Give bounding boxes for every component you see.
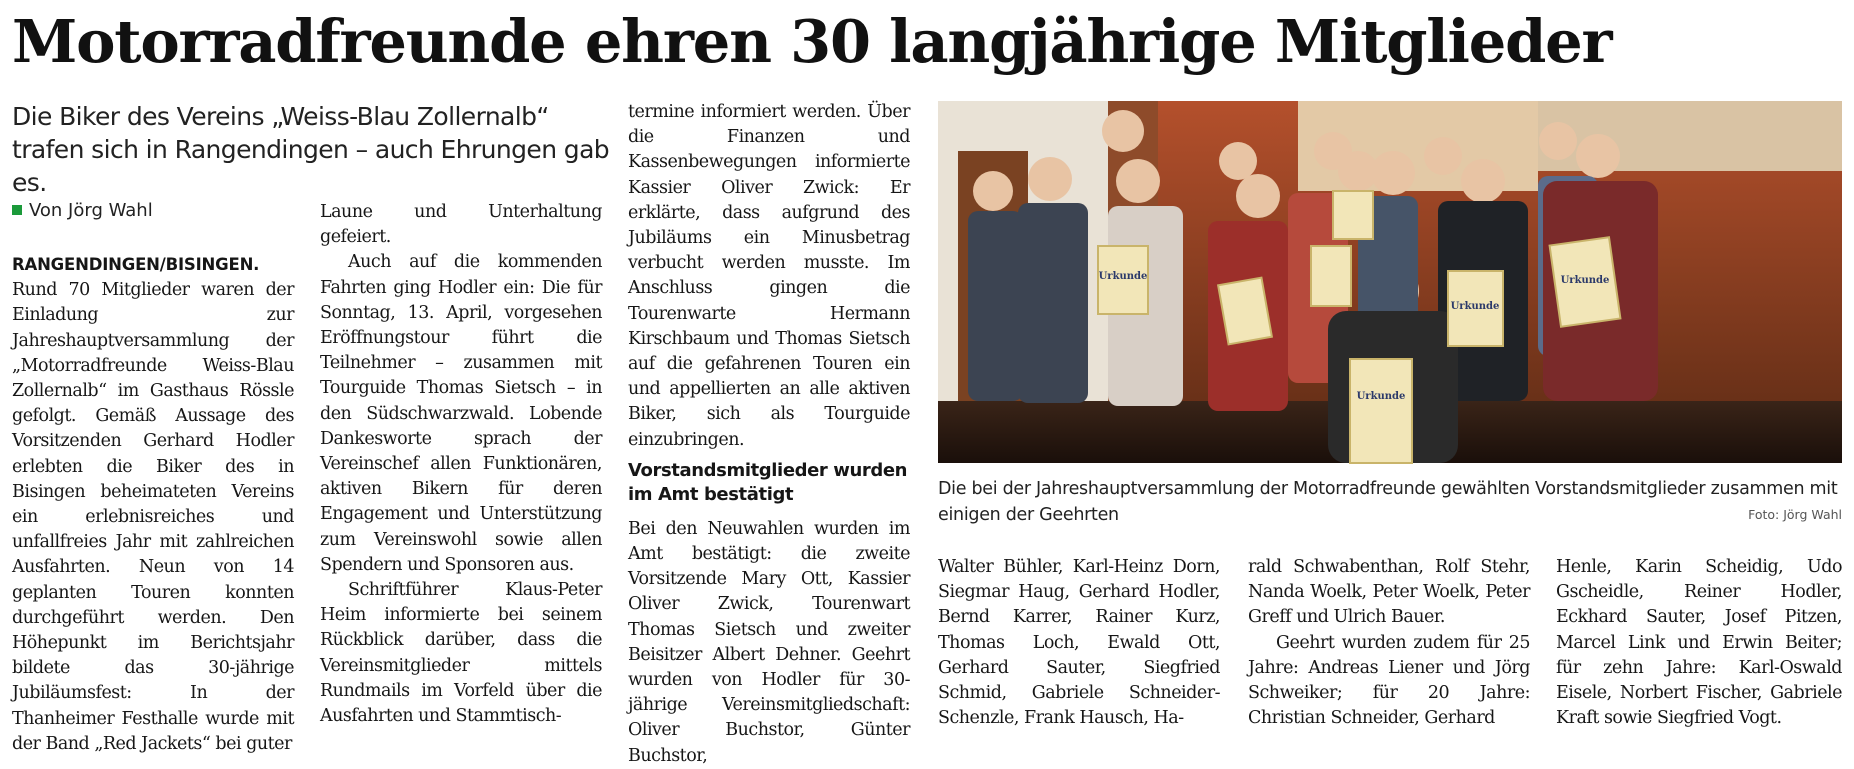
column-1 [12, 252, 294, 754]
group-photo-illustration [938, 101, 1842, 463]
column-6 [1556, 555, 1842, 747]
headline: Motorradfreunde ehren 30 langjährige Mitglieder [12, 7, 1612, 76]
certificate-label-3: Urkunde [1560, 275, 1610, 286]
paragraph-2: Auch auf die kommenden Fahrten ging Hodler ein: Die für Sonntag, 13. April, vorgesehen Eröffnungstour führt die Teilnehmer – zusammen mit Tourguide Thomas Sietsch – in den Südschwarzwald. Lobende Dankesworte sprach der Vereinschef allen Funktionären, aktiven Bikern für deren Engagement und Unterstützung zum Vereinswohl sowie allen Spendern und Sponsoren aus. [320, 252, 602, 575]
paragraph-3-continued: termine informiert werden. Über die Finanzen und Kassenbewegungen informierte Kassier Oliver Zwick: Er erklärte, dass aufgrund des Jubiläums ein Minusbetrag verbucht werden musste. Im Anschluss gingen die Tourenwarte Hermann Kirschbaum und Thomas Sietsch auf die gefahrenen Touren ein und appellierten an alle aktiven Biker, sich als Tourguide einzubringen. [628, 102, 910, 450]
column-6-text: Henle, Karin Scheidig, Udo Gscheidle, Reiner Hodler, Eckhard Sauter, Josef Pitzen, Marcel Link und Erwin Beiter; für zehn Jahre: Karl-Oswald Eisele, Norbert Fischer, Gabriele Kraft sowie Siegfried Vogt. [1556, 557, 1842, 729]
certificate-label-4: Urkunde [1356, 391, 1406, 402]
column-5-text: rald Schwabenthan, Rolf Stehr, Nanda Woelk, Peter Woelk, Peter Greff und Ulrich Bauer. [1248, 557, 1530, 628]
paragraph-1 [12, 252, 294, 757]
column-4 [938, 555, 1220, 747]
column-5 [1248, 555, 1530, 747]
paragraph-5: Geehrt wurden zudem für 25 Jahre: Andreas Liener und Jörg Schweiker; für 20 Jahre: Christian Schneider, Gerhard [1248, 632, 1530, 729]
group-photo [938, 101, 1842, 463]
dateline: RANGENDINGEN/BISINGEN. [12, 255, 260, 274]
byline [12, 200, 153, 221]
byline-square-icon [12, 205, 22, 215]
column-4-text: Walter Bühler, Karl-Heinz Dorn, Siegmar Haug, Gerhard Hodler, Bernd Karrer, Rainer Kurz, Thomas Loch, Ewald Ott, Gerhard Sauter, Siegfried Schmid, Gabriele Schneider-Schenzle, Frank Hausch, Ha- [938, 557, 1220, 729]
byline-text: Von Jörg Wahl [29, 200, 153, 221]
photo-credit: Foto: Jörg Wahl [1748, 507, 1842, 522]
paragraph-1-continued: Laune und Unterhaltung gefeiert. [320, 202, 602, 248]
column-2 [320, 200, 602, 747]
photo-caption: Die bei der Jahreshauptversammlung der Motorradfreunde gewählten Vorstandsmitglieder zusammen mit einigen der Geehrten [938, 479, 1838, 525]
paragraph-3: Schriftführer Klaus-Peter Heim informierte bei seinem Rückblick darüber, dass die Vereinsmitglieder mittels Rundmails im Vorfeld über die Ausfahrten und Stammtisch- [320, 580, 602, 727]
certificate-label-1: Urkunde [1098, 271, 1148, 282]
subheadline: Die Biker des Vereins „Weiss-Blau Zollernalb“ trafen sich in Rangendingen – auch Ehrungen gab es. [12, 102, 610, 197]
column-3 [628, 100, 910, 766]
paragraph-4: Bei den Neuwahlen wurden im Amt bestätigt: die zweite Vorsitzende Mary Ott, Kassier Oliver Zwick, Tourenwart Thomas Sietsch und zweiter Beisitzer Albert Dehner. Geehrt wurden von Hodler für 30-jährige Vereinsmitgliedschaft: Oliver Buchstor, Günter Buchstor, [628, 518, 910, 766]
subheading: Vorstandsmitglieder wurden im Amt bestätigt [628, 459, 908, 505]
paragraph-1-text: Rund 70 Mitglieder waren der Einladung zur Jahreshauptversammlung der „Motorradfreunde Weiss-Blau Zollernalb“ im Gasthaus Rössle gefolgt. Gemäß Aussage des Vorsitzenden Gerhard Hodler erlebten die Biker des in Bisingen beheimateten Vereins ein erlebnisreiches und unfallfreies Jahr mit zahlreichen Ausfahrten. Neun von 14 geplanten Touren konnten durchgeführt werden. Den Höhepunkt im Berichtsjahr bildete das 30-jährige Jubiläumsfest: In der Thanheimer Festhalle wurde mit der Band „Red Jackets“ bei guter [12, 280, 294, 754]
certificate-label-2: Urkunde [1450, 301, 1500, 312]
